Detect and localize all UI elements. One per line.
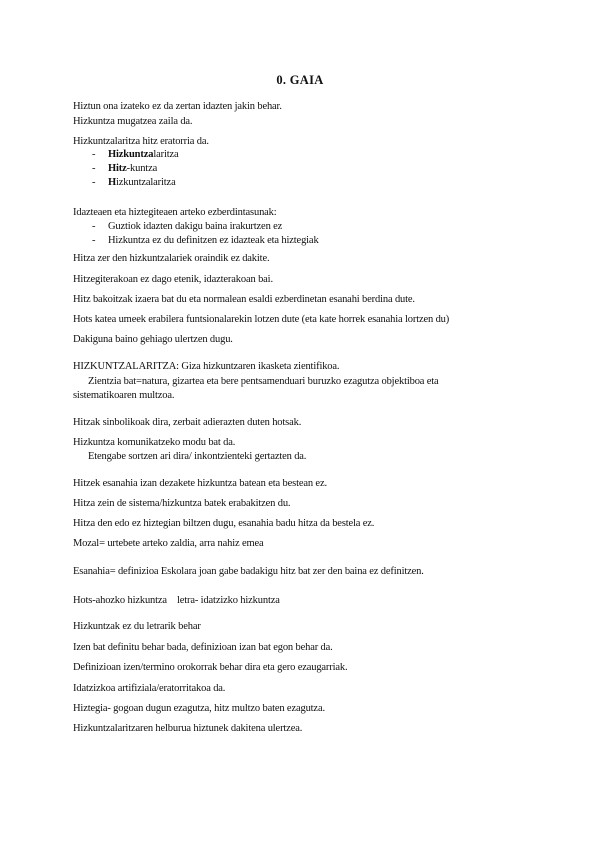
text-line: sistematikoaren multzoa. bbox=[73, 390, 175, 401]
text-line: Hitza zein de sistema/hizkuntza batek erabakitzen du. bbox=[73, 498, 291, 509]
text-segment: letra- idatzizko hizkuntza bbox=[176, 595, 280, 606]
list-item bbox=[92, 148, 179, 161]
list-item bbox=[92, 234, 319, 247]
list-dash: - bbox=[92, 149, 96, 160]
text-line: Esanahia= definizioa Eskolara joan gabe badakigu hitz bat zer den baina ez definitzen. bbox=[73, 566, 424, 577]
bold-part: H bbox=[108, 177, 117, 188]
text-line bbox=[73, 594, 280, 607]
text-line: Hitzak sinbolikoak dira, zerbait adierazten duten hotsak. bbox=[73, 417, 302, 428]
text-line: Hitza den edo ez hiztegian biltzen dugu, esanahia badu hitza da bestela ez. bbox=[73, 518, 375, 529]
list-item bbox=[92, 162, 158, 175]
text-line: Idatzizkoa artifiziala/eratorritakoa da. bbox=[73, 683, 226, 694]
bold-part: Hizkuntza bbox=[108, 149, 154, 160]
text-line: Dakiguna baino gehiago ulertzen dugu. bbox=[73, 334, 233, 345]
text-line: Hitzegiterakoan ez dago etenik, idazterakoan bai. bbox=[73, 274, 273, 285]
text-line: Hiztegia- gogoan dugun ezagutza, hitz multzo baten ezagutza. bbox=[73, 703, 325, 714]
text-line: Zientzia bat=natura, gizartea eta bere pentsamenduari buruzko ezagutza objektiboa eta bbox=[88, 376, 439, 387]
text-line: Hizkuntzalaritzaren helburua hiztunek dakitena ulertzea. bbox=[73, 723, 303, 734]
text-line: Hots katea umeek erabilera funtsionalarekin lotzen dute (eta kate horrek esanahia lortzen du) bbox=[73, 314, 450, 325]
page-title: 0. GAIA bbox=[276, 73, 324, 87]
regular-part: laritza bbox=[153, 149, 179, 160]
text-line: Hizkuntzalaritza hitz eratorria da. bbox=[73, 136, 209, 147]
regular-part: -kuntza bbox=[126, 163, 158, 174]
bold-part: Hitz bbox=[108, 163, 127, 174]
list-dash: - bbox=[92, 177, 96, 188]
list-text: Hizkuntza ez du definitzen ez idazteak eta hiztegiak bbox=[108, 235, 319, 246]
list-item bbox=[92, 176, 176, 189]
text-line: Idazteaen eta hiztegiteaen arteko ezberdintasunak: bbox=[73, 207, 277, 218]
text-line: Hizkuntzak ez du letrarik behar bbox=[73, 621, 201, 632]
text-segment: Hots-ahozko hizkuntza bbox=[73, 595, 167, 606]
text-line: Hiztun ona izateko ez da zertan idazten jakin behar. bbox=[73, 101, 282, 112]
text-line: Etengabe sortzen ari dira/ inkontzienteki gertazten da. bbox=[88, 451, 307, 462]
text-line: Hitzek esanahia izan dezakete hizkuntza batean eta bestean ez. bbox=[73, 478, 327, 489]
text-line: Mozal= urtebete arteko zaldia, arra nahiz emea bbox=[73, 538, 264, 549]
text-line: Izen bat definitu behar bada, definizioan izan bat egon behar da. bbox=[73, 642, 333, 653]
list-dash: - bbox=[92, 235, 96, 246]
text-line: HIZKUNTZALARITZA: Giza hizkuntzaren ikasketa zientifikoa. bbox=[73, 361, 340, 372]
list-dash: - bbox=[92, 163, 96, 174]
text-line: Hitz bakoitzak izaera bat du eta normalean esaldi ezberdinetan esanahi berdina dute. bbox=[73, 294, 415, 305]
text-line: Hizkuntza komunikatzeko modu bat da. bbox=[73, 437, 236, 448]
list-dash: - bbox=[92, 221, 96, 232]
text-line: Hizkuntza mugatzea zaila da. bbox=[73, 116, 193, 127]
list-item bbox=[92, 220, 283, 233]
text-line: Hitza zer den hizkuntzalariek oraindik ez dakite. bbox=[73, 253, 270, 264]
list-text: Guztiok idazten dakigu baina irakurtzen ez bbox=[108, 221, 283, 232]
regular-part: izkuntzalaritza bbox=[116, 177, 176, 188]
text-line: Definizioan izen/termino orokorrak behar dira eta gero ezaugarriak. bbox=[73, 662, 348, 673]
